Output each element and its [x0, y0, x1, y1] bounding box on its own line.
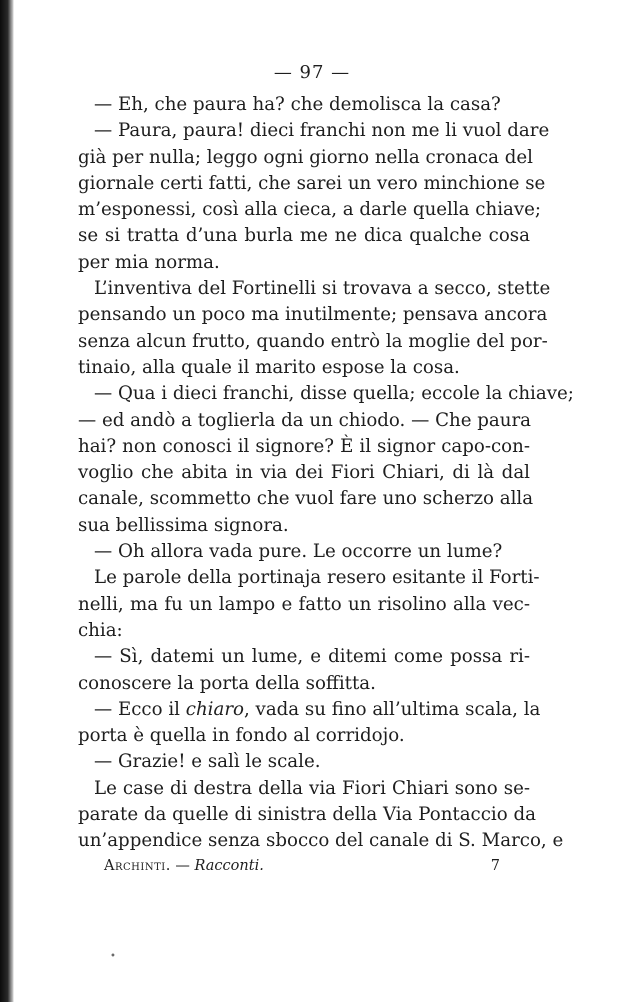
footer-separator: —: [175, 858, 190, 874]
body-text: [78, 92, 574, 855]
text-line: parate da quelle di sinistra della Via Pontaccio da: [78, 804, 536, 826]
text-line: — Oh allora vada pure. Le occorre un lume?: [94, 541, 503, 563]
binding-shadow: [0, 0, 14, 1002]
text-line: voglio che abita in via dei Fiori Chiari, di là dal: [78, 462, 530, 484]
text-line: hai? non conosci il signore? È il signor capo-con-: [78, 435, 530, 457]
text-line: — Ecco il chiaro, vada su fino all’ultima scala, la: [94, 698, 541, 720]
text-line: L’inventiva del Fortinelli si trovava a secco, stette: [94, 278, 551, 300]
text-line: un’appendice senza sbocco del canale di S. Marco, e: [78, 830, 564, 852]
text-line: per mia norma.: [78, 251, 220, 273]
signature-mark: 7: [490, 858, 500, 874]
text-line: pensando un poco ma inutilmente; pensava ancora: [78, 304, 548, 326]
text-line: conoscere la porta della soffitta.: [78, 672, 376, 694]
text-line: — Paura, paura! dieci franchi non me li vuol dare: [94, 120, 550, 142]
text-line: se si tratta d’una burla me ne dica qualche cosa: [78, 225, 530, 247]
text-line: porta è quella in fondo al corridojo.: [78, 725, 405, 747]
text-line: — Grazie! e salì le scale.: [94, 751, 321, 773]
footer: [104, 858, 500, 874]
text-line: canale, scommetto che vuol fare uno scherzo alla: [78, 488, 534, 510]
text-line: — Qua i dieci franchi, disse quella; eccole la chiave;: [94, 383, 574, 405]
ink-speck: •: [110, 951, 116, 962]
text-line: sua bellissima signora.: [78, 514, 289, 536]
footer-title: Racconti.: [194, 858, 264, 874]
text-line: Le case di destra della via Fiori Chiari sono se-: [94, 777, 530, 799]
page-number: — 97 —: [273, 62, 351, 83]
text-line: già per nulla; leggo ogni giorno nella cronaca del: [78, 146, 533, 168]
text-line: chia:: [78, 619, 123, 641]
text-line: — Sì, datemi un lume, e ditemi come possa ri-: [94, 646, 530, 668]
text-line: nelli, ma fu un lampo e fatto un risolino alla vec-: [78, 593, 530, 615]
text-line: senza alcun frutto, quando entrò la moglie del por-: [78, 330, 548, 352]
text-line: giornale certi fatti, che sarei un vero minchione se: [78, 172, 546, 194]
text-line: — Eh, che paura ha? che demolisca la casa?: [94, 94, 501, 115]
text-line: m’esponessi, così alla cieca, a darle quella chiave;: [78, 199, 542, 221]
text-line: tinaio, alla quale il marito espose la cosa.: [78, 356, 460, 378]
text-line: — ed andò a toglierla da un chiodo. — Che paura: [78, 409, 531, 431]
footer-author: Archinti.: [104, 858, 171, 874]
text-line: Le parole della portinaja resero esitante il Forti-: [94, 567, 540, 589]
